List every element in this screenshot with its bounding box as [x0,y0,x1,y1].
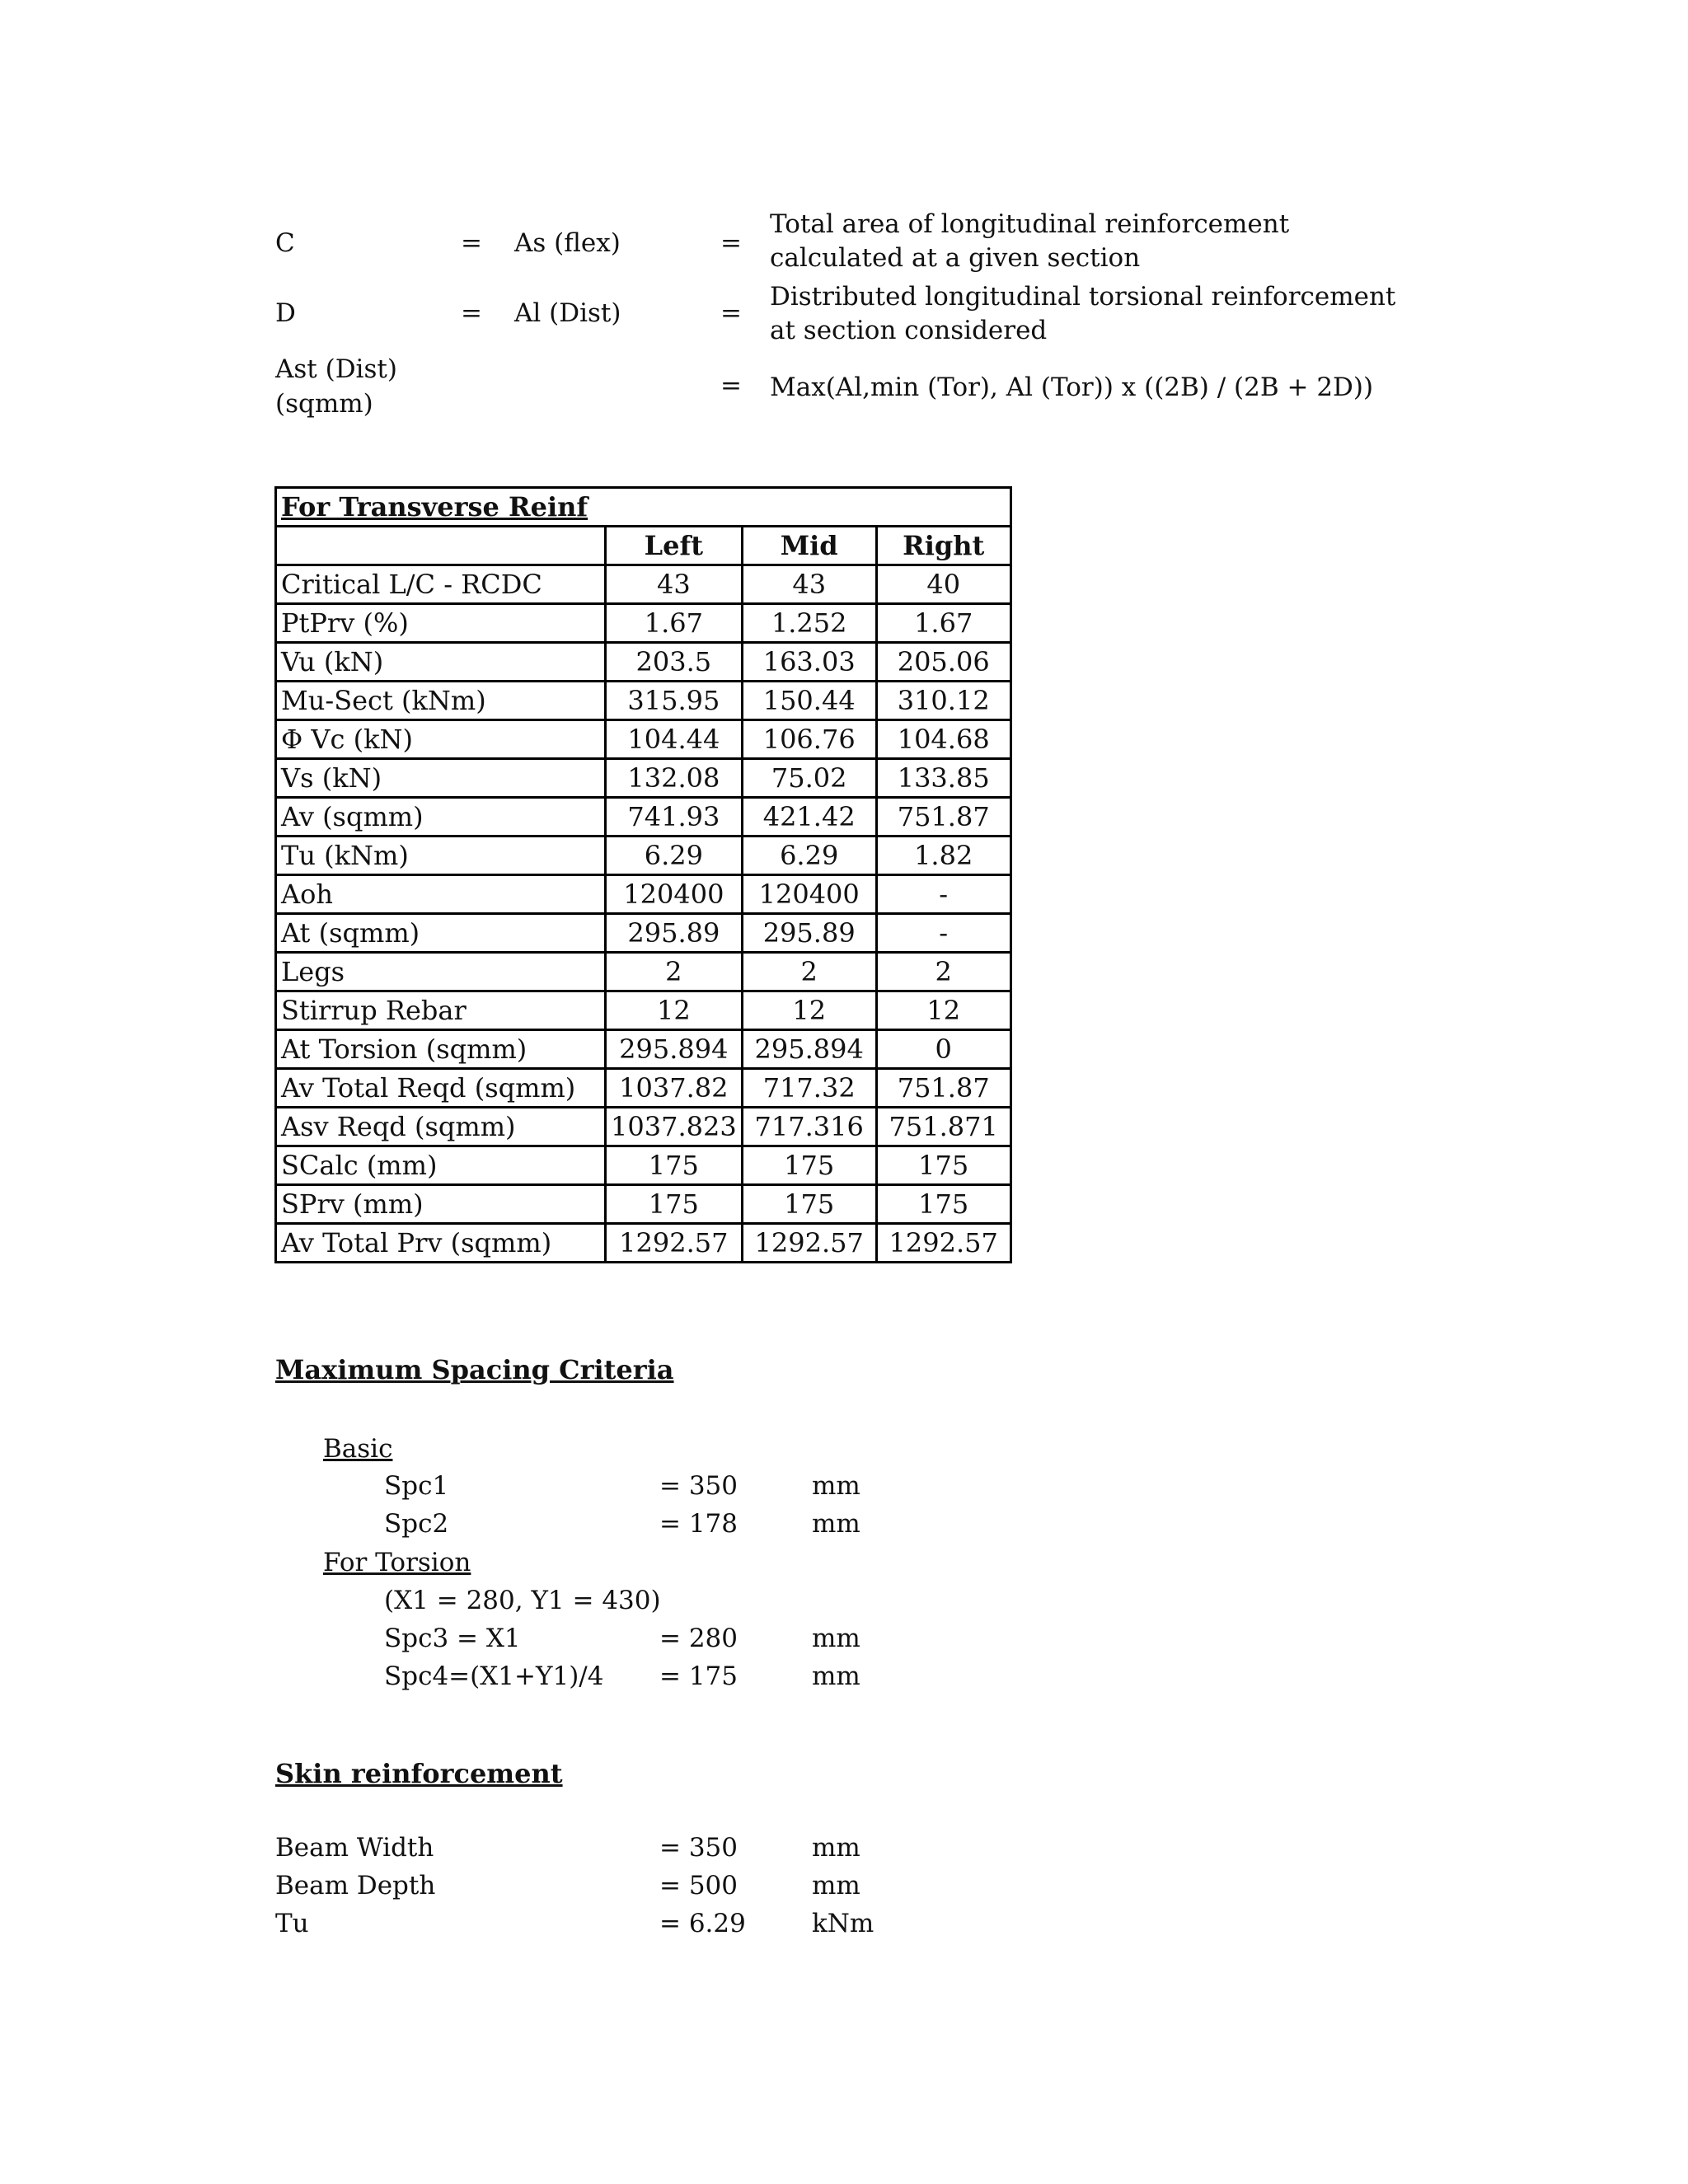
table-row [276,1224,1011,1263]
spc1-value: = 350 [659,1471,738,1501]
cell-mid: 75.02 [742,759,876,798]
for-torsion-label: For Torsion [323,1548,471,1577]
row-label: Aoh [276,875,606,914]
row-label: Asv Reqd (sqmm) [276,1108,606,1146]
row-label: At Torsion (sqmm) [276,1030,606,1069]
table-row [276,565,1011,604]
table-row [276,914,1011,953]
cell-right: 175 [876,1146,1010,1185]
torsion-params: (X1 = 280, Y1 = 430) [384,1586,661,1615]
cell-left: 132.08 [606,759,743,798]
definition-symbol: C [275,228,295,258]
cell-right: 1292.57 [876,1224,1010,1263]
spc1-unit: mm [812,1471,860,1501]
column-header-left: Left [606,527,743,565]
row-label: Vs (kN) [276,759,606,798]
cell-mid: 1.252 [742,604,876,643]
column-header-mid: Mid [742,527,876,565]
cell-right: 205.06 [876,643,1010,682]
tu-value: = 6.29 [659,1909,746,1938]
beam-width-label: Beam Width [275,1833,434,1863]
cell-left: 120400 [606,875,743,914]
row-label: Vu (kN) [276,643,606,682]
column-header-right: Right [876,527,1010,565]
cell-left: 741.93 [606,798,743,837]
cell-right: 1.67 [876,604,1010,643]
spc4-value: = 175 [659,1661,738,1691]
cell-right: 751.87 [876,1069,1010,1108]
cell-left: 315.95 [606,682,743,720]
cell-mid: 2 [742,953,876,991]
cell-right: 104.68 [876,720,1010,759]
table-row [276,720,1011,759]
cell-mid: 717.32 [742,1069,876,1108]
beam-depth-value: = 500 [659,1871,738,1900]
definition-description: Distributed longitudinal torsional reinforcement at section considered [770,282,1396,345]
row-label: PtPrv (%) [276,604,606,643]
basic-label: Basic [323,1434,393,1464]
cell-left: 295.894 [606,1030,743,1069]
cell-mid: 1292.57 [742,1224,876,1263]
row-label: Critical L/C - RCDC [276,565,606,604]
spc2-label: Spc2 [384,1509,449,1539]
definition-row-c [275,208,1512,282]
cell-mid: 175 [742,1185,876,1224]
tu-label: Tu [275,1909,309,1938]
definition-symbol: D [275,298,296,328]
definition-symbol-unit: (sqmm) [275,389,373,419]
equals-sign: = [720,298,742,328]
cell-mid: 150.44 [742,682,876,720]
cell-right: 40 [876,565,1010,604]
row-label: SCalc (mm) [276,1146,606,1185]
table-row [276,643,1011,682]
cell-right: 2 [876,953,1010,991]
table-row [276,953,1011,991]
cell-left: 175 [606,1146,743,1185]
row-label: Av (sqmm) [276,798,606,837]
cell-left: 1037.823 [606,1108,743,1146]
cell-left: 43 [606,565,743,604]
cell-left: 203.5 [606,643,743,682]
cell-left: 1292.57 [606,1224,743,1263]
row-label: Av Total Prv (sqmm) [276,1224,606,1263]
row-label: Stirrup Rebar [276,991,606,1030]
table-row [276,875,1011,914]
table-row [276,1185,1011,1224]
cell-left: 2 [606,953,743,991]
table-title: For Transverse Reinf [276,488,1011,527]
cell-mid: 12 [742,991,876,1030]
spc3-label: Spc3 = X1 [384,1624,521,1653]
row-label: Av Total Reqd (sqmm) [276,1069,606,1108]
cell-left: 1037.82 [606,1069,743,1108]
beam-depth-unit: mm [812,1871,860,1900]
equals-sign: = [720,228,742,258]
definition-formula: Max(Al,min (Tor), Al (Tor)) x ((2B) / (2B + 2D)) [770,373,1374,402]
skin-reinf-title: Skin reinforcement [275,1758,563,1789]
spc1-label: Spc1 [384,1471,449,1501]
table-row [276,1030,1011,1069]
row-label: Φ Vc (kN) [276,720,606,759]
definition-symbol: Ast (Dist) [275,354,397,384]
cell-mid: 6.29 [742,837,876,875]
cell-mid: 163.03 [742,643,876,682]
cell-right: 133.85 [876,759,1010,798]
row-label: SPrv (mm) [276,1185,606,1224]
spc2-unit: mm [812,1509,860,1539]
cell-right: 12 [876,991,1010,1030]
cell-right: - [876,914,1010,953]
row-label: At (sqmm) [276,914,606,953]
cell-left: 1.67 [606,604,743,643]
cell-right: 751.871 [876,1108,1010,1146]
cell-right: 751.87 [876,798,1010,837]
table-row [276,682,1011,720]
beam-width-value: = 350 [659,1833,738,1863]
cell-left: 175 [606,1185,743,1224]
cell-right: 0 [876,1030,1010,1069]
table-header-row [276,527,1011,565]
cell-right: 310.12 [876,682,1010,720]
cell-mid: 106.76 [742,720,876,759]
table-row [276,1146,1011,1185]
spc2-value: = 178 [659,1509,738,1539]
spc4-unit: mm [812,1661,860,1691]
cell-mid: 175 [742,1146,876,1185]
cell-mid: 43 [742,565,876,604]
table-row [276,991,1011,1030]
cell-right: 1.82 [876,837,1010,875]
equals-sign: = [461,228,482,258]
table-row [276,798,1011,837]
equals-sign: = [720,371,742,401]
table-row [276,1108,1011,1146]
cell-mid: 421.42 [742,798,876,837]
definition-description: Total area of longitudinal reinforcement calculated at a given section [770,209,1290,273]
cell-mid: 295.89 [742,914,876,953]
table-row [276,837,1011,875]
tu-unit: kNm [812,1909,874,1938]
table-row [276,604,1011,643]
header-blank-cell [276,527,606,565]
spc3-unit: mm [812,1624,860,1653]
spc3-value: = 280 [659,1624,738,1653]
table-row [276,759,1011,798]
cell-left: 6.29 [606,837,743,875]
equals-sign: = [461,298,482,328]
table-title-row [276,488,1011,527]
cell-mid: 295.894 [742,1030,876,1069]
definition-name: Al (Dist) [514,298,621,328]
transverse-reinf-table [274,486,1012,1263]
table-row [276,1069,1011,1108]
spc4-label: Spc4=(X1+Y1)/4 [384,1661,604,1691]
cell-left: 12 [606,991,743,1030]
cell-right: - [876,875,1010,914]
cell-left: 104.44 [606,720,743,759]
row-label: Legs [276,953,606,991]
cell-left: 295.89 [606,914,743,953]
beam-width-unit: mm [812,1833,860,1863]
beam-depth-label: Beam Depth [275,1871,436,1900]
row-label: Tu (kNm) [276,837,606,875]
cell-mid: 717.316 [742,1108,876,1146]
cell-mid: 120400 [742,875,876,914]
row-label: Mu-Sect (kNm) [276,682,606,720]
max-spacing-title: Maximum Spacing Criteria [275,1354,674,1385]
definition-row-d [275,280,1512,354]
definition-name: As (flex) [514,228,621,258]
cell-right: 175 [876,1185,1010,1224]
definition-row-ast [275,353,1512,427]
